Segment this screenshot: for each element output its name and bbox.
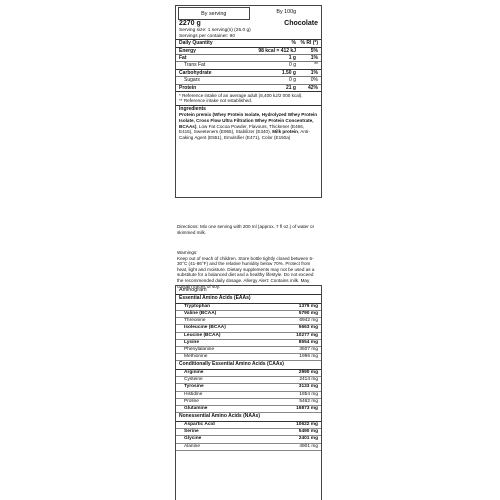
amino-row <box>176 384 321 391</box>
amino-name: Aspartic Acid <box>184 422 215 428</box>
nutrition-amount: 1 g <box>288 55 296 62</box>
amino-name: Alanine <box>184 443 201 449</box>
ingredients-part-4: , Anti-Caking Agent (E551), Emulsifier (E471), Color (E150a) <box>179 129 310 140</box>
ri-missing-note: ** Reference intake not established. <box>179 98 253 104</box>
amino-name: Glutamine <box>184 406 208 412</box>
amino-row <box>176 399 321 406</box>
amino-name: Cysteine <box>184 377 203 383</box>
amino-row <box>176 354 321 361</box>
amino-value: 2414 mg <box>299 377 318 383</box>
nutrition-amount: 0 g <box>289 62 296 69</box>
amino-value: 1379 mg <box>298 303 318 309</box>
amino-row <box>176 340 321 347</box>
nutrition-label: Carbohydrate <box>179 69 212 76</box>
amino-value: 5790 mg <box>298 310 318 316</box>
amino-name: Isoleucine (BCAA) <box>184 325 226 331</box>
ingredients-text <box>179 112 318 140</box>
reference-notes <box>176 92 321 105</box>
amino-value: 10622 mg <box>296 422 318 428</box>
amino-name: Threonine <box>184 318 206 324</box>
nutrition-header-unit: % <box>291 40 296 47</box>
nutrition-label: Energy <box>179 47 196 54</box>
ingredients-title: Ingredients <box>179 105 206 112</box>
amino-value: 2401 mg <box>298 436 318 442</box>
serving-tabs <box>176 6 321 20</box>
amino-row <box>176 304 321 311</box>
amino-row <box>176 392 321 399</box>
amino-row <box>176 444 321 451</box>
warnings-title: Warnings: <box>177 250 198 255</box>
amino-value: 4901 mg <box>299 443 318 449</box>
nutrition-row <box>176 55 321 62</box>
directions-text: Directions: Mix one serving with 200 ml (approx. 7 fl oz.) of water or skimmed milk. <box>177 224 315 235</box>
servings-per-container: Servings per container: 90 <box>179 33 235 39</box>
nutrition-header-label: Daily Quantity <box>179 40 213 47</box>
amino-value: 3133 mg <box>298 384 318 390</box>
amino-value: 1996 mg <box>299 354 318 360</box>
amino-name: Tryptophan <box>184 303 211 309</box>
amino-section-title: Essential Amino Acids (EAAs) <box>176 295 321 304</box>
nutrition-amount: 1.50 g <box>281 69 296 76</box>
nutrition-label: Protein <box>179 84 197 91</box>
amino-name: Lysine <box>184 339 200 345</box>
ingredients-box <box>176 105 321 142</box>
amino-value: 8554 mg <box>298 339 318 345</box>
tab-by-serving[interactable]: By serving <box>178 7 250 20</box>
serving-info <box>176 28 321 40</box>
nutrition-ri: 1% <box>310 69 318 76</box>
ingredients-part-2: , Low Fat Cocoa Powder, Flavours, Thickener (E466, E415), Sweeteners (E955), Stabilizer (E340), <box>179 123 305 135</box>
amino-value: 16873 mg <box>296 406 318 412</box>
amino-name: Glycine <box>184 436 202 442</box>
amino-name: Valine (BCAA) <box>184 310 217 316</box>
amino-name: Proline <box>184 398 199 404</box>
amino-name: Phenylalanine <box>184 346 215 352</box>
warnings-block <box>175 250 322 289</box>
amino-row <box>176 406 321 413</box>
nutrition-amount: 0 g <box>289 77 296 84</box>
amino-row <box>176 436 321 443</box>
nutrition-row <box>176 62 321 69</box>
aminogram-panel <box>175 285 322 500</box>
amino-value: 2990 mg <box>298 370 318 376</box>
amino-value: 6942 mg <box>299 318 318 324</box>
nutrition-header-row <box>176 40 321 47</box>
product-weight: 2270 g <box>179 20 201 27</box>
amino-name: Arginine <box>184 370 204 376</box>
nutrition-label: Sugars <box>184 77 200 84</box>
product-flavour: Chocolate <box>284 20 318 27</box>
amino-section-title: Conditionally Essential Amino Acids (CAAs) <box>176 361 321 370</box>
nutrition-rows <box>176 48 321 92</box>
amino-name: Leucine (BCAA) <box>184 332 221 338</box>
amino-value: 10277 mg <box>296 332 318 338</box>
nutrition-ri: 42% <box>307 84 318 91</box>
nutrition-amount: 98 kcal = 412 kJ <box>258 47 296 54</box>
nutrition-ri: 0% <box>310 77 318 84</box>
serving-size: Serving size: 1 serving(s) (25.0 g) <box>179 28 251 33</box>
aminogram-body <box>176 295 321 451</box>
amino-name: Methionine <box>184 354 208 360</box>
nutrition-row <box>176 85 321 92</box>
ingredients-part-3: Milk protein <box>272 129 298 135</box>
amino-name: Tyrosine <box>184 384 204 390</box>
tab-by-100g[interactable]: By 100g <box>276 9 297 15</box>
nutrition-facts-panel <box>175 5 322 198</box>
amino-value: 5462 mg <box>299 398 318 404</box>
amino-name: Histidine <box>184 391 203 397</box>
nutrition-ri: ** <box>314 62 318 69</box>
ri-note: * Reference intake of an average adult (8,400 kJ/2 000 kcal). <box>179 92 303 98</box>
amino-value: 5490 mg <box>298 429 318 435</box>
nutrition-label: Trans Fat <box>184 62 206 69</box>
amino-value: 3507 mg <box>299 346 318 352</box>
amino-value: 5663 mg <box>298 325 318 331</box>
nutrition-row <box>176 77 321 84</box>
nutrition-ri: 1% <box>310 55 318 62</box>
nutrition-row <box>176 70 321 77</box>
ingredients-part-1: Protein premix (Whey Protein Isolate, Hydrolyzed Whey Protein Isolate, Cross Flow Ultra Filtration Whey Protein Concentrate, BCAAs) <box>179 112 318 129</box>
amino-value: 1854 mg <box>299 391 318 397</box>
product-header <box>176 20 321 28</box>
aminogram-title: Aminogram <box>176 286 321 295</box>
amino-section-title: Nonessential Amino Acids (NAAs) <box>176 413 321 422</box>
nutrition-label: Fat <box>179 55 187 62</box>
amino-row <box>176 325 321 332</box>
nutrition-amount: 21 g <box>285 84 296 91</box>
nutrition-row <box>176 48 321 55</box>
amino-row <box>176 333 321 340</box>
warnings-text: Keep out of reach of children. Store bottle tightly closed between 5-30°C (41-86°F) and the relative humidity below 70%. Protect from heat, light and moisture. Dietary supplements may not be used as a substitute for a balanced diet and a healthy lifestyle. Do not exceed the recommended daily dosage. Allergy Alert: Contains milk. May contain traces of soy. <box>177 255 315 289</box>
nutrition-ri: 5% <box>310 47 318 54</box>
nutrition-header-ri: % RI (*) <box>300 40 318 47</box>
amino-name: Serine <box>184 429 199 435</box>
